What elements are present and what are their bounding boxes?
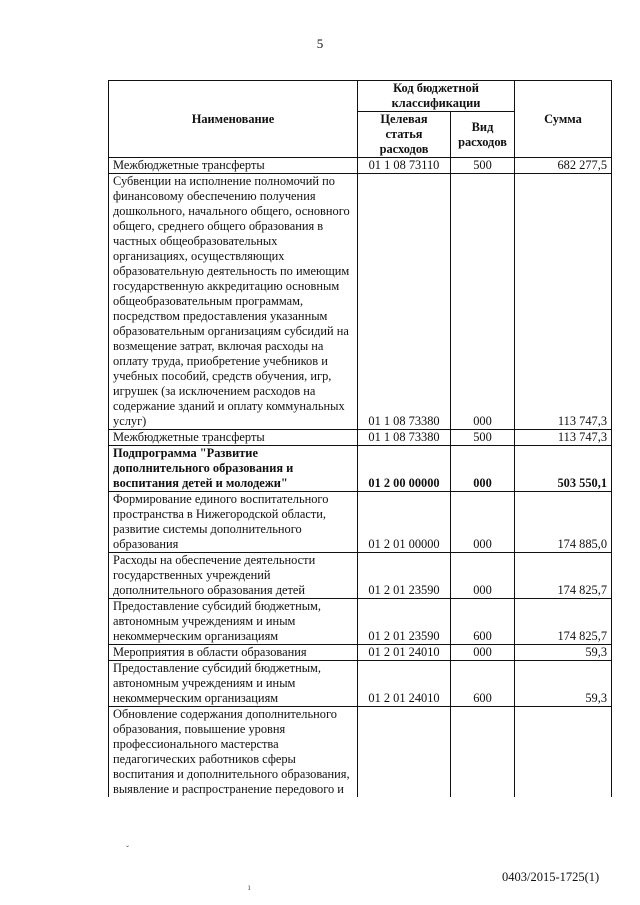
row-kind: 500 bbox=[451, 158, 515, 174]
row-name: Предоставление субсидий бюджетным, автономным учреждениям и иным некоммерческим организациям bbox=[109, 661, 358, 707]
row-kind: 000 bbox=[451, 645, 515, 661]
table-row-continued bbox=[109, 707, 612, 798]
row-sum: 174 825,7 bbox=[515, 599, 612, 645]
row-kind: 500 bbox=[451, 430, 515, 446]
row-name: Формирование единого воспитательного пространства в Нижегородской области, развитие системы дополнительного образования bbox=[109, 492, 358, 553]
document-code: 0403/2015-1725(1) bbox=[502, 870, 600, 884]
row-sum: 503 550,1 bbox=[515, 446, 612, 492]
row-name: Расходы на обеспечение деятельности государственных учреждений дополнительного образования детей bbox=[109, 553, 358, 599]
row-kind: 000 bbox=[451, 446, 515, 492]
row-code: 01 1 08 73380 bbox=[358, 174, 451, 430]
table-row bbox=[109, 158, 612, 174]
row-name: Межбюджетные трансферты bbox=[109, 430, 358, 446]
header-sum: Сумма bbox=[515, 81, 612, 158]
row-name: Межбюджетные трансферты bbox=[109, 158, 358, 174]
row-sum: 59,3 bbox=[515, 645, 612, 661]
row-sum: 113 747,3 bbox=[515, 174, 612, 430]
table-row bbox=[109, 661, 612, 707]
header-target: Целевая статья расходов bbox=[358, 112, 451, 158]
row-sum: 113 747,3 bbox=[515, 430, 612, 446]
row-kind: 600 bbox=[451, 661, 515, 707]
scan-speck: ı bbox=[248, 882, 251, 892]
row-kind: 000 bbox=[451, 492, 515, 553]
row-sum bbox=[515, 707, 612, 798]
header-row-top bbox=[109, 81, 612, 112]
row-sum: 174 825,7 bbox=[515, 553, 612, 599]
row-sum: 682 277,5 bbox=[515, 158, 612, 174]
row-kind: 000 bbox=[451, 174, 515, 430]
scan-speck: ˇ bbox=[126, 844, 129, 854]
row-code bbox=[358, 707, 451, 798]
table-row bbox=[109, 599, 612, 645]
table-row bbox=[109, 645, 612, 661]
row-code: 01 1 08 73110 bbox=[358, 158, 451, 174]
table-row bbox=[109, 553, 612, 599]
row-name: Подпрограмма "Развитие дополнительного образования и воспитания детей и молодежи" bbox=[109, 446, 358, 492]
row-name: Мероприятия в области образования bbox=[109, 645, 358, 661]
row-code: 01 2 01 24010 bbox=[358, 661, 451, 707]
row-code: 01 2 00 00000 bbox=[358, 446, 451, 492]
row-code: 01 2 01 00000 bbox=[358, 492, 451, 553]
page-number: 5 bbox=[316, 36, 324, 51]
header-name: Наименование bbox=[109, 81, 358, 158]
row-code: 01 1 08 73380 bbox=[358, 430, 451, 446]
table-row bbox=[109, 430, 612, 446]
table-row bbox=[109, 492, 612, 553]
row-kind bbox=[451, 707, 515, 798]
row-kind: 600 bbox=[451, 599, 515, 645]
row-name: Обновление содержания дополнительного образования, повышение уровня профессионального мастерства педагогических работников сферы воспитания и дополнительного образования, выявление и распространение передового и bbox=[109, 707, 358, 798]
row-kind: 000 bbox=[451, 553, 515, 599]
row-sum: 59,3 bbox=[515, 661, 612, 707]
row-code: 01 2 01 23590 bbox=[358, 599, 451, 645]
row-code: 01 2 01 24010 bbox=[358, 645, 451, 661]
row-sum: 174 885,0 bbox=[515, 492, 612, 553]
row-code: 01 2 01 23590 bbox=[358, 553, 451, 599]
row-name: Субвенции на исполнение полномочий по финансовому обеспечению получения дошкольного, начального общего, основного общего, среднего общего образования в частных общеобразовательных организациях, осуществляющих образовательную деятельность по имеющим государственную аккредитацию основным общеобразовательным программам, посредством предоставления указанным образовательным организациям субсидий на возмещение затрат, включая расходы на оплату труда, приобретение учебников и учебных пособий, средств обучения, игр, игрушек (за исключением расходов на содержание зданий и оплату коммунальных услуг) bbox=[109, 174, 358, 430]
header-kind: Вид расходов bbox=[451, 112, 515, 158]
table-row bbox=[109, 446, 612, 492]
row-name: Предоставление субсидий бюджетным, автономным учреждениям и иным некоммерческим организациям bbox=[109, 599, 358, 645]
budget-table bbox=[108, 80, 612, 797]
header-code-group: Код бюджетной классификации bbox=[358, 81, 515, 112]
table-row bbox=[109, 174, 612, 430]
